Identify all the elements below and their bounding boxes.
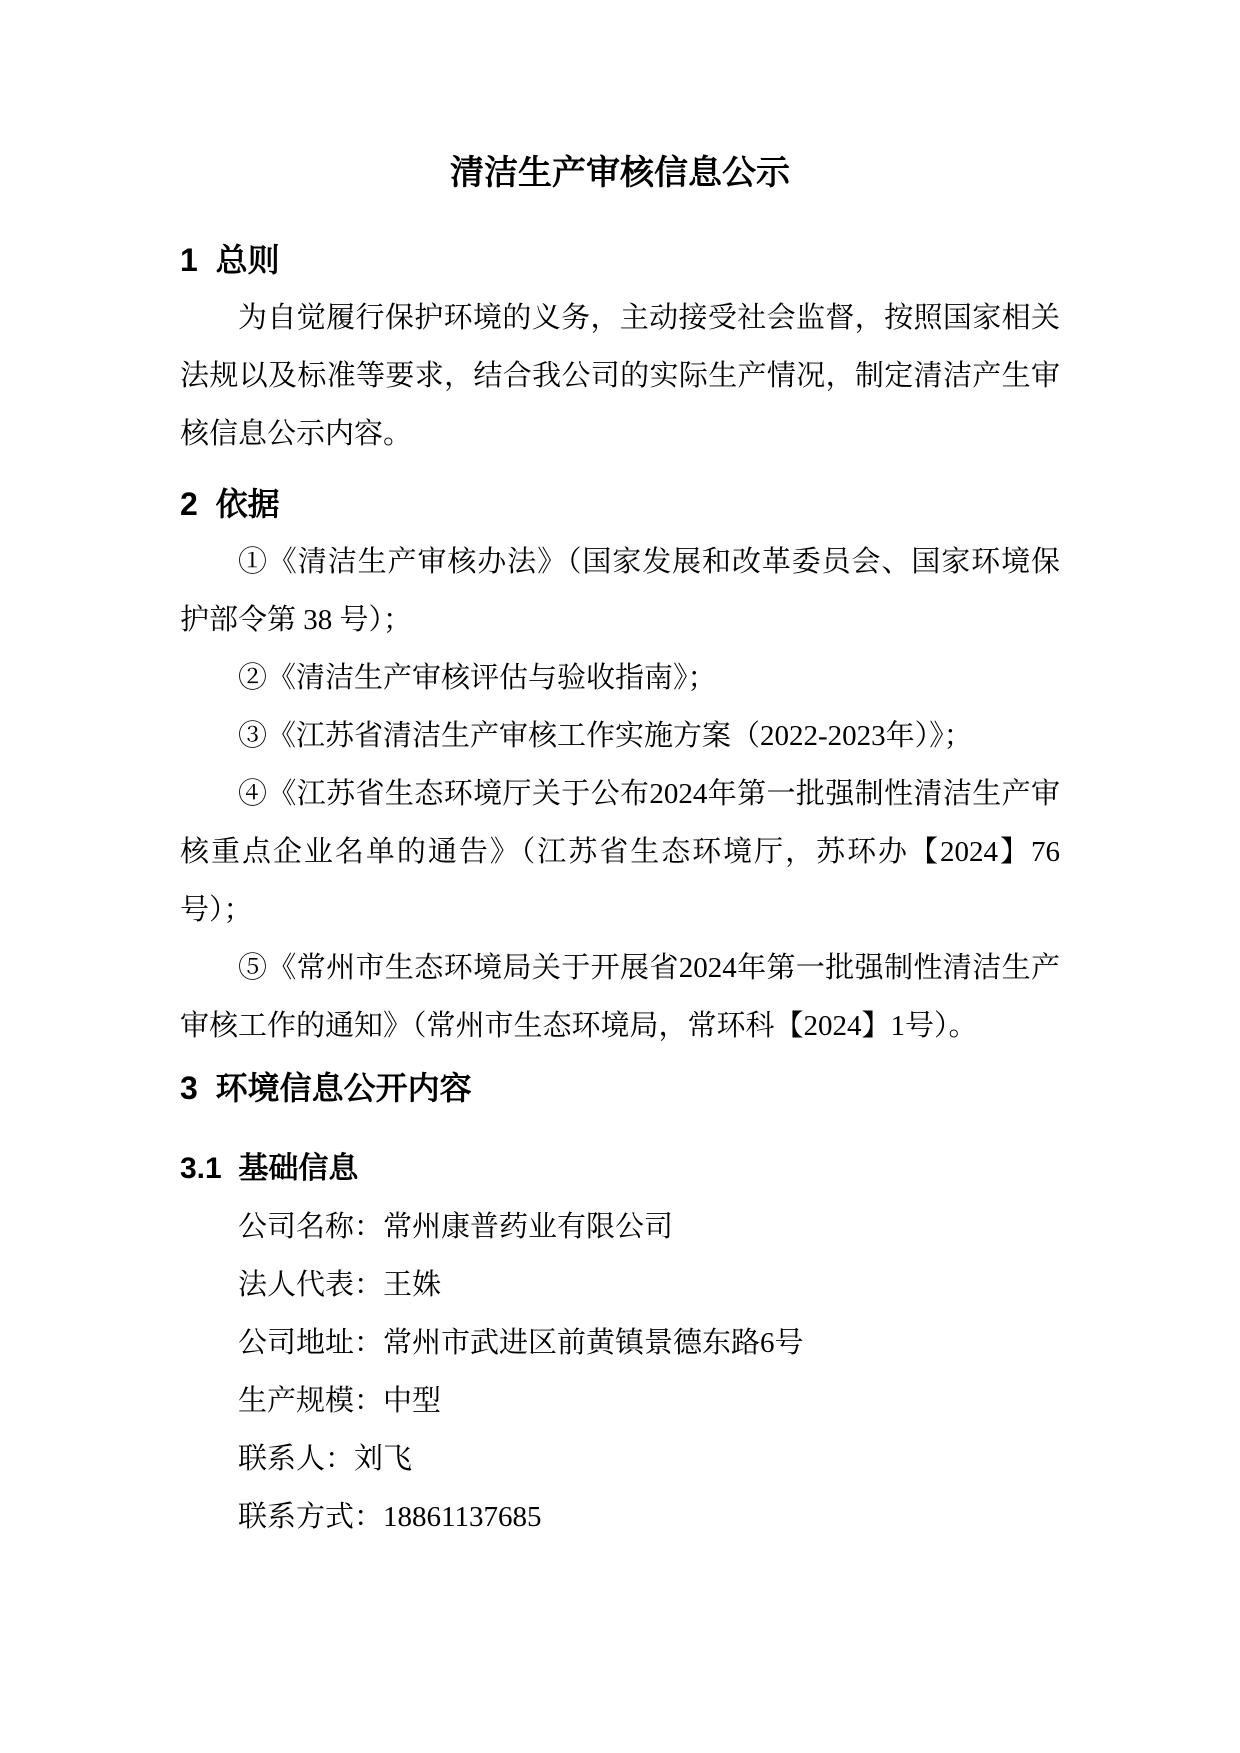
section-3-1-heading: 3.1 基础信息 xyxy=(180,1152,359,1185)
field-company-address-value: 常州市武进区前黄镇景德东路6号 xyxy=(383,1327,804,1359)
field-contact-phone-label: 联系方式： xyxy=(238,1501,384,1533)
section-1-heading: 1 总则 xyxy=(180,242,280,278)
field-contact-person-value: 刘飞 xyxy=(354,1443,413,1475)
field-production-scale-value: 中型 xyxy=(383,1385,442,1417)
basis-item-3: ③《江苏省清洁生产审核工作实施方案（2022-2023年）》； xyxy=(238,720,973,752)
field-legal-representative-value: 王姝 xyxy=(383,1269,442,1301)
doc-title: 清洁生产审核信息公示 xyxy=(450,154,790,192)
basis-item-4: ④《江苏省生态环境厅关于公布2024年第一批强制性清洁生产审核重点企业名单的通告》（江苏省生态环境厅，苏环办【2024】76 号）； xyxy=(180,778,1068,926)
section-2-heading: 2 依据 xyxy=(180,486,280,522)
basis-item-1: ①《清洁生产审核办法》（国家发展和改革委员会、国家环境保护部令第 38 号）； xyxy=(180,546,1060,636)
basis-item-5: ⑤《常州市生态环境局关于开展省2024年第一批强制性清洁生产审核工作的通知》（常州市生态环境局，常环科【2024】1号）。 xyxy=(180,952,1060,1042)
section-1-paragraph: 为自觉履行保护环境的义务，主动接受社会监督，按照国家相关法规以及标准等要求，结合我公司的实际生产情况，制定清洁产生审核信息公示内容。 xyxy=(180,302,1060,450)
field-company-address xyxy=(180,1314,1060,1372)
field-contact-phone xyxy=(180,1488,1060,1546)
field-contact-phone-value: 18861137685 xyxy=(383,1501,542,1533)
field-legal-representative xyxy=(180,1256,1060,1314)
field-production-scale xyxy=(180,1372,1060,1430)
field-contact-person xyxy=(180,1430,1060,1488)
section-3-heading: 3 环境信息公开内容 xyxy=(180,1070,472,1106)
field-company-name xyxy=(180,1198,1060,1256)
field-production-scale-label: 生产规模： xyxy=(238,1385,384,1417)
field-legal-representative-label: 法人代表： xyxy=(238,1269,384,1301)
field-company-name-value: 常州康普药业有限公司 xyxy=(383,1211,674,1243)
field-company-name-label: 公司名称： xyxy=(238,1211,384,1243)
field-contact-person-label: 联系人： xyxy=(238,1443,355,1475)
basis-item-2: ②《清洁生产审核评估与验收指南》； xyxy=(238,662,717,694)
field-company-address-label: 公司地址： xyxy=(238,1327,384,1359)
